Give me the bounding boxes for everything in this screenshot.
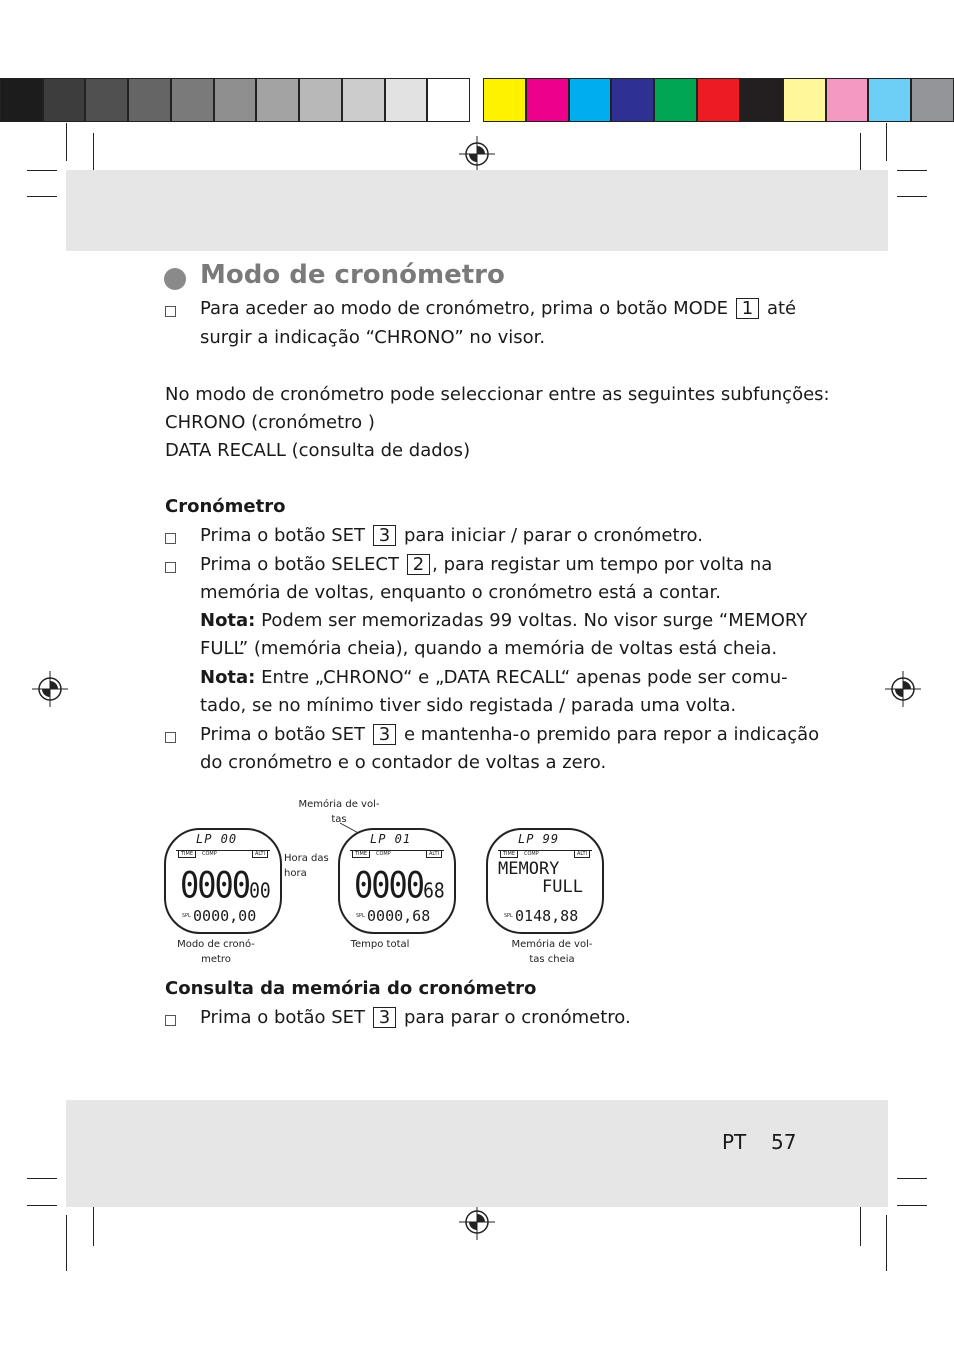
color-swatch [869, 79, 910, 121]
lap-counter: LP 99 [518, 832, 560, 846]
color-swatch [570, 79, 611, 121]
time-label: TIME [352, 850, 370, 858]
gray-swatch [172, 79, 213, 121]
memory-full-text: MEMORY FULL [498, 859, 583, 897]
gray-calibration-bar [0, 78, 470, 122]
main-time: 000000 [180, 862, 271, 907]
color-swatch [827, 79, 868, 121]
comp-label: COMP [524, 851, 539, 857]
crop-mark [860, 133, 861, 171]
chrono-item-3-line-2: do cronómetro e o contador de voltas a zero. [200, 752, 607, 773]
gray-swatch [1, 79, 42, 121]
color-swatch [741, 79, 782, 121]
key-label: 3 [373, 1007, 396, 1028]
note-1-line-2: FULL” (memória cheia), quando a memória de voltas está cheia. [200, 638, 778, 659]
subfunc-intro: No modo de cronómetro pode seleccionar entre as seguintes subfunções: [165, 384, 830, 405]
crop-mark [27, 1205, 57, 1206]
caption-total-time: Tempo total [350, 939, 410, 950]
registration-mark-icon [32, 671, 68, 707]
color-calibration-bar [483, 78, 954, 122]
footer-band [66, 1100, 888, 1207]
crop-mark [27, 170, 57, 171]
registration-mark-icon [459, 1204, 495, 1240]
checkbox-icon [165, 1015, 176, 1026]
lap-counter: LP 00 [196, 832, 238, 846]
color-swatch [527, 79, 568, 121]
registration-mark-icon [459, 136, 495, 172]
checkbox-icon [165, 533, 176, 544]
intro-line-1: Para aceder ao modo de cronómetro, prima o botão MODE 1 até [200, 298, 797, 319]
caption-lap-memory: Memória de vol- tas [298, 799, 380, 825]
caption-hour: Hora das hora [284, 853, 329, 879]
alti-label: ALTI [574, 850, 590, 858]
alti-label: ALTI [252, 850, 268, 858]
subfunc-data-recall: DATA RECALL (consulta de dados) [165, 440, 471, 461]
crop-mark [886, 1215, 887, 1271]
intro-line-2: surgir a indicação “CHRONO” no visor. [200, 327, 546, 348]
crop-mark [897, 1178, 927, 1179]
gray-swatch [386, 79, 427, 121]
watch-display-chrono [164, 828, 282, 934]
total-time: SPL 0000,68 [356, 906, 431, 925]
chrono-heading: Cronómetro [165, 496, 286, 517]
watch-display-memory-full [486, 828, 604, 934]
checkbox-icon [165, 306, 176, 317]
time-label: TIME [500, 850, 518, 858]
key-label: 2 [407, 554, 430, 575]
gray-swatch [428, 79, 469, 121]
note-2: Nota: Entre „CHRONO“ e „DATA RECALL“ apenas pode ser comu- [200, 667, 788, 688]
chrono-item-2-line-2: memória de voltas, enquanto o cronómetro está a contar. [200, 582, 722, 603]
crop-mark [897, 1205, 927, 1206]
registration-mark-icon [885, 671, 921, 707]
crop-mark [93, 133, 94, 171]
gray-swatch [300, 79, 341, 121]
checkbox-icon [165, 562, 176, 573]
color-swatch [484, 79, 525, 121]
gray-swatch [86, 79, 127, 121]
caption-memory-full: Memória de vol- tas cheia [511, 939, 593, 965]
crop-mark [897, 170, 927, 171]
color-swatch [784, 79, 825, 121]
gray-swatch [129, 79, 170, 121]
color-swatch [698, 79, 739, 121]
color-swatch [912, 79, 953, 121]
comp-label: COMP [376, 851, 391, 857]
language-code: PT [722, 1130, 747, 1154]
crop-mark [66, 123, 67, 161]
key-label: 3 [373, 525, 396, 546]
section-title: Modo de cronómetro [200, 260, 505, 290]
note-1: Nota: Podem ser memorizadas 99 voltas. No visor surge “MEMORY [200, 610, 808, 631]
crop-mark [886, 123, 887, 161]
chrono-item-2: Prima o botão SELECT 2 , para registar um tempo por volta na [200, 554, 773, 575]
time-label: TIME [178, 850, 196, 858]
total-time: SPL 0000,00 [182, 906, 257, 925]
header-band [66, 170, 888, 251]
recall-heading: Consulta da memória do cronómetro [165, 978, 537, 999]
color-swatch [612, 79, 653, 121]
caption-chrono-mode: Modo de cronó- metro [177, 939, 255, 965]
gray-swatch [44, 79, 85, 121]
total-time: SPL 0148,88 [504, 906, 579, 925]
gray-swatch [257, 79, 298, 121]
chrono-item-3: Prima o botão SET 3 e mantenha-o premido para repor a indicação [200, 724, 820, 745]
lap-counter: LP 01 [370, 832, 412, 846]
section-bullet-icon [164, 268, 186, 290]
alti-label: ALTI [426, 850, 442, 858]
crop-mark [897, 196, 927, 197]
note-2-line-2: tado, se no mínimo tiver sido registada / parada uma volta. [200, 695, 737, 716]
main-time: 000068 [354, 862, 445, 907]
key-label: 1 [736, 298, 759, 319]
color-swatch [655, 79, 696, 121]
gray-swatch [343, 79, 384, 121]
crop-mark [66, 1215, 67, 1271]
page-number: 57 [771, 1130, 797, 1154]
comp-label: COMP [202, 851, 217, 857]
subfunc-chrono: CHRONO (cronómetro ) [165, 412, 375, 433]
checkbox-icon [165, 732, 176, 743]
recall-item: Prima o botão SET 3 para parar o cronómetro. [200, 1007, 631, 1028]
crop-mark [27, 196, 57, 197]
watch-display-lap [338, 828, 456, 934]
key-label: 3 [373, 724, 396, 745]
gray-swatch [215, 79, 256, 121]
chrono-item-1: Prima o botão SET 3 para iniciar / parar o cronómetro. [200, 525, 703, 546]
crop-mark [27, 1178, 57, 1179]
